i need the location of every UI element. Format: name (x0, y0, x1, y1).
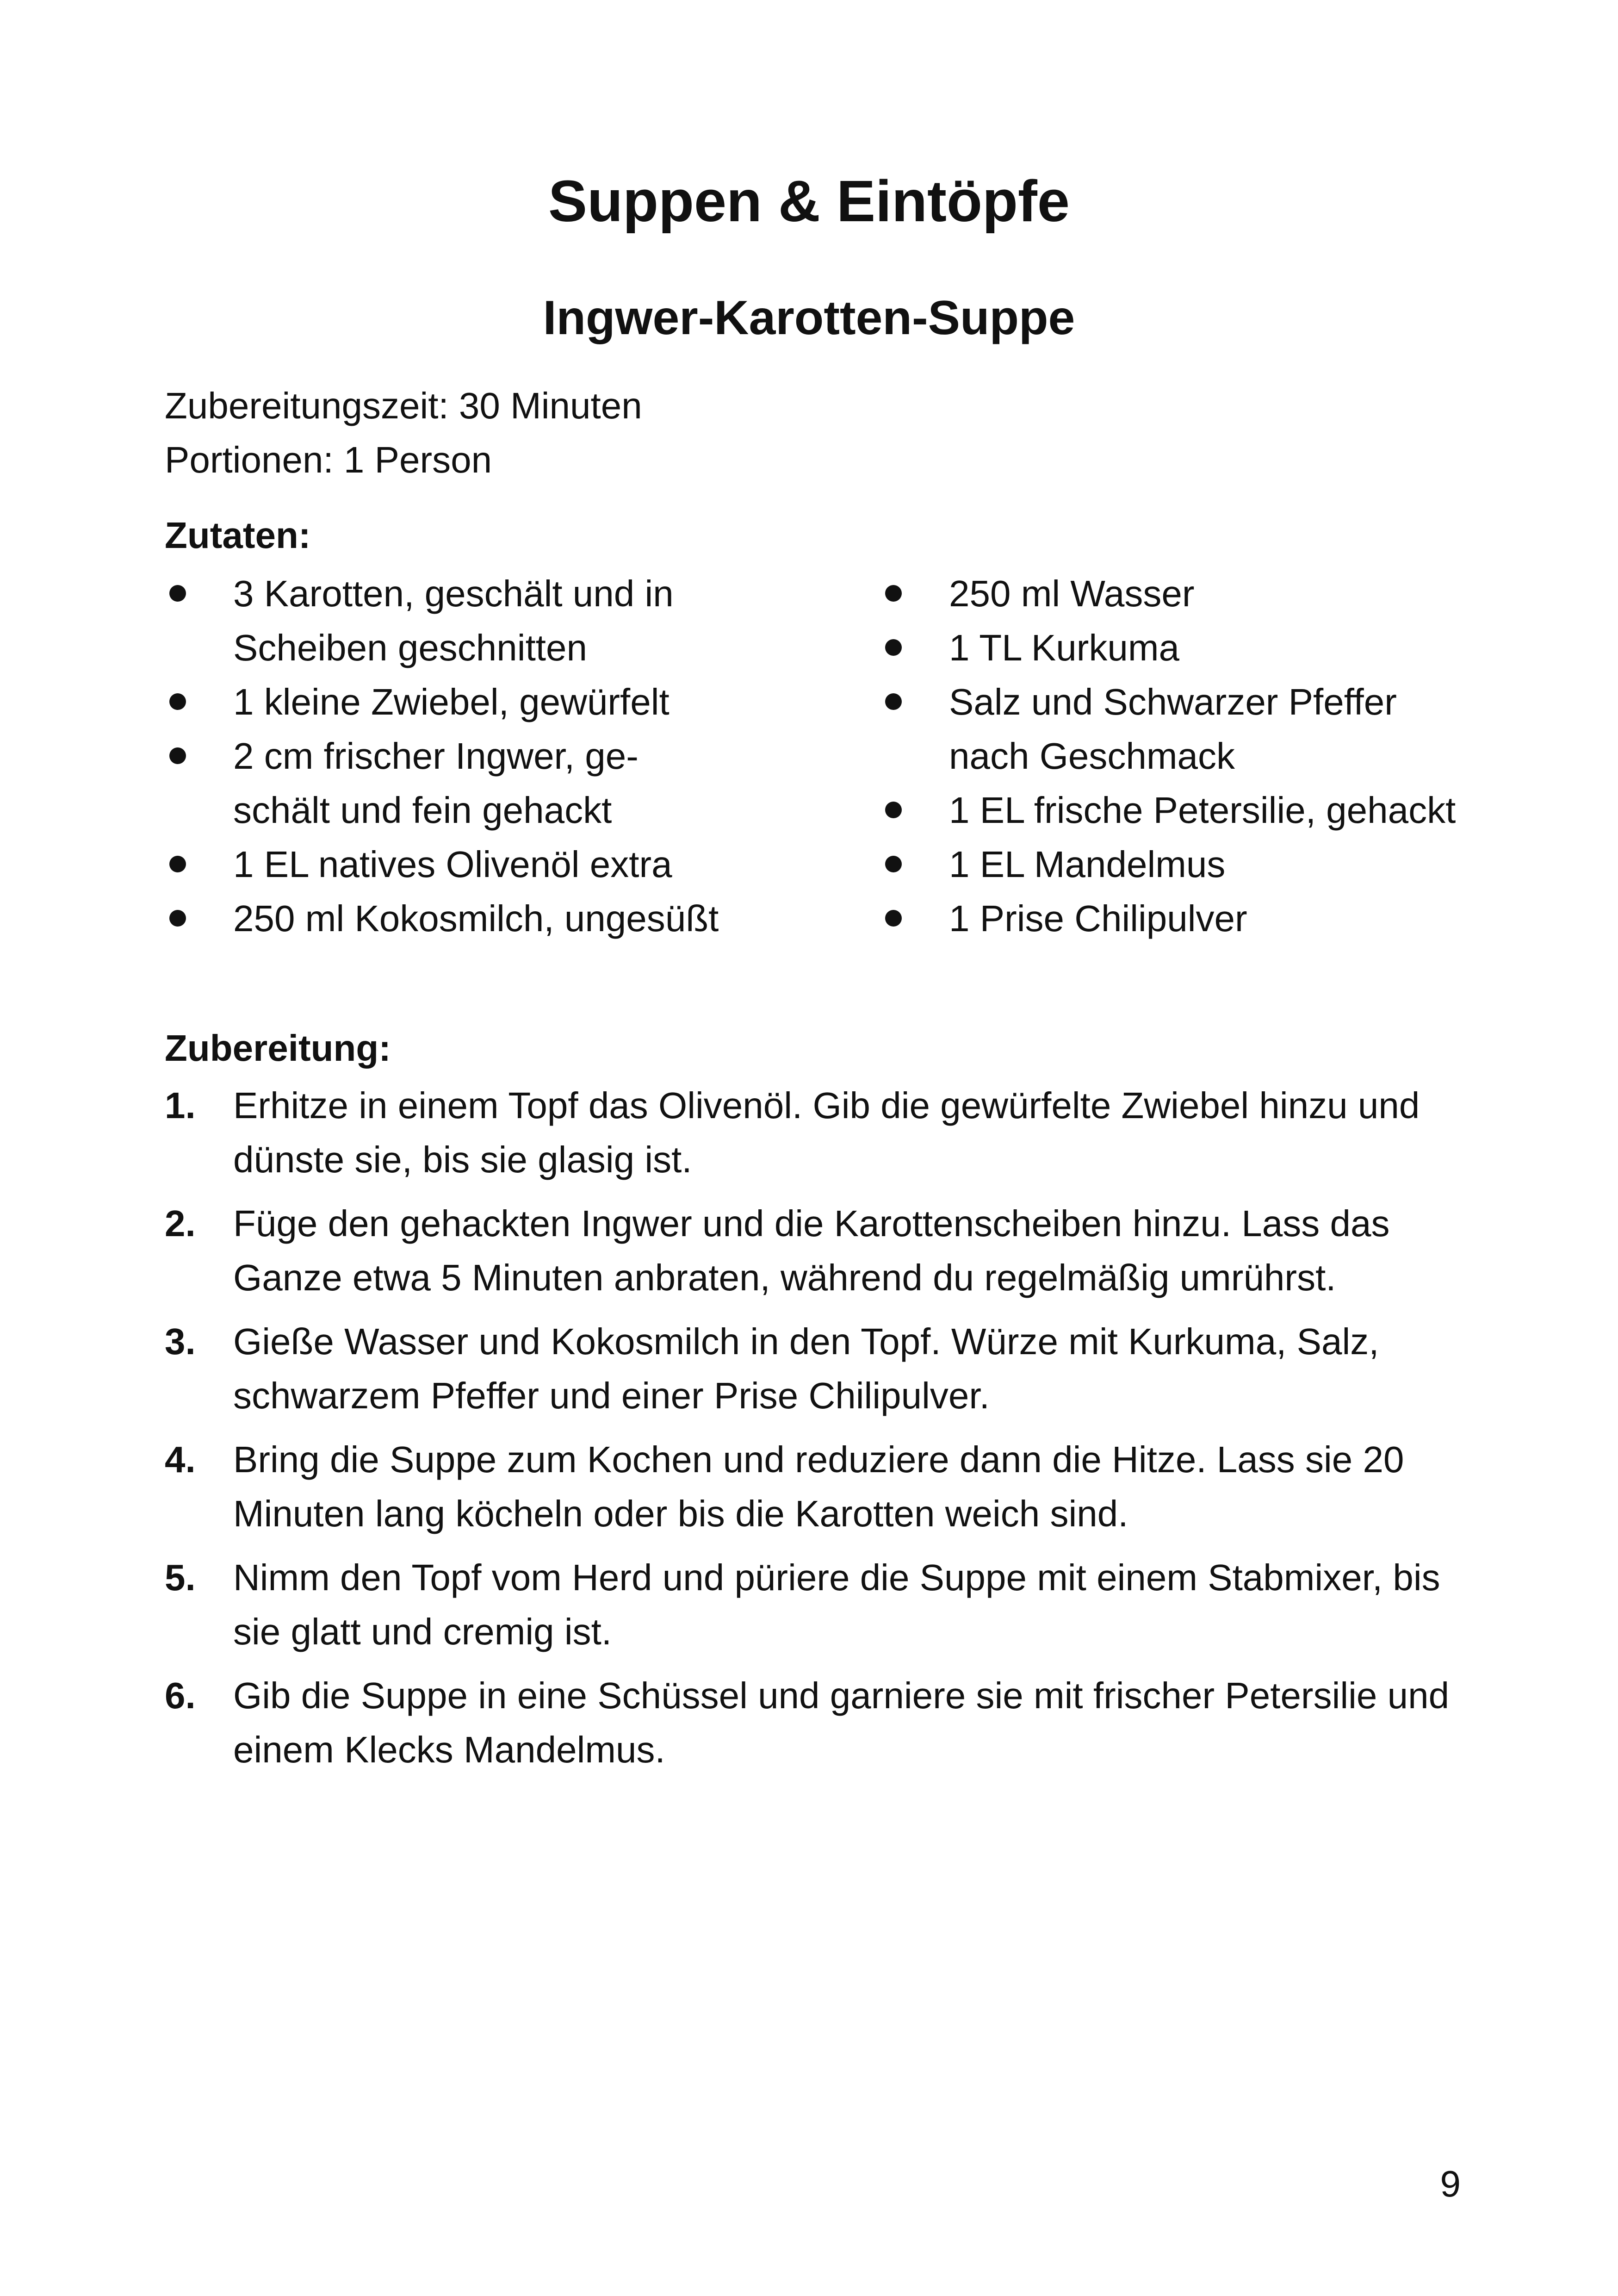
page-number: 9 (1440, 2163, 1461, 2204)
step-number: 3. (165, 1321, 196, 1362)
ingredient-item (880, 783, 1460, 837)
bullet-icon (885, 585, 902, 602)
step-item (165, 1432, 1469, 1541)
ingredient-text: 1 kleine Zwiebel, gewürfelt (233, 681, 670, 722)
ingredient-item (880, 891, 1460, 946)
ingredient-text: 3 Karotten, geschält und in Scheiben geschnitten (233, 573, 674, 668)
ingredient-item (165, 566, 720, 675)
ingredient-text: 2 cm frischer Ingwer, geschält und fein gehackt (233, 735, 639, 831)
ingredient-item (880, 566, 1460, 621)
step-number: 1. (165, 1085, 196, 1126)
step-item (165, 1196, 1469, 1305)
bullet-icon (885, 639, 902, 656)
bullet-icon (169, 693, 186, 710)
ingredient-item (880, 675, 1460, 783)
step-text: Bring die Suppe zum Kochen und reduziere dann die Hitze. Lass sie 20 Minuten lang köcheln oder bis die Karotten weich sind. (233, 1439, 1404, 1534)
bullet-icon (885, 856, 902, 872)
recipe-title: Ingwer-Karotten-Suppe (543, 291, 1075, 345)
preparation-steps (165, 1078, 1469, 1786)
step-text: Gieße Wasser und Kokosmilch in den Topf. Würze mit Kurkuma, Salz, schwarzem Pfeffer und einer Prise Chilipulver. (233, 1321, 1379, 1416)
preparation-heading: Zubereitung: (165, 1027, 391, 1069)
step-text: Nimm den Topf vom Herd und püriere die Suppe mit einem Stabmixer, bis sie glatt und cremig ist. (233, 1557, 1440, 1652)
ingredient-item (165, 729, 720, 837)
chapter-title: Suppen & Eintöpfe (548, 168, 1070, 234)
ingredient-text: 1 EL Mandelmus (949, 844, 1226, 885)
step-item (165, 1314, 1469, 1423)
step-text: Gib die Suppe in eine Schüssel und garniere sie mit frischer Petersilie und einem Klecks Mandelmus. (233, 1675, 1450, 1770)
step-number: 2. (165, 1203, 196, 1244)
ingredient-item (880, 837, 1460, 891)
ingredients-heading: Zutaten: (165, 515, 311, 556)
ingredient-text: 1 EL natives Olivenöl extra (233, 844, 672, 885)
ingredient-text: Salz und Schwarzer Pfeffer nach Geschmack (949, 681, 1397, 777)
bullet-icon (885, 693, 902, 710)
step-text: Füge den gehackten Ingwer und die Karottenscheiben hinzu. Lass das Ganze etwa 5 Minuten anbraten, während du regelmäßig umrührst. (233, 1203, 1390, 1298)
step-item (165, 1550, 1469, 1659)
ingredient-item (165, 837, 720, 891)
ingredient-item (880, 621, 1460, 675)
bullet-icon (885, 802, 902, 818)
step-number: 4. (165, 1439, 196, 1480)
ingredient-text: 250 ml Wasser (949, 573, 1195, 614)
bullet-icon (169, 747, 186, 764)
ingredient-item (165, 891, 720, 946)
ingredients-column-right (880, 566, 1460, 946)
step-number: 5. (165, 1557, 196, 1598)
ingredient-text: 1 EL frische Petersilie, gehackt (949, 790, 1456, 831)
ingredient-item (165, 675, 720, 729)
servings: Portionen: 1 Person (165, 439, 492, 480)
recipe-meta (165, 379, 642, 487)
step-item (165, 1078, 1469, 1187)
step-item (165, 1668, 1469, 1777)
bullet-icon (169, 585, 186, 602)
ingredient-text: 1 Prise Chilipulver (949, 898, 1247, 939)
step-number: 6. (165, 1675, 196, 1716)
ingredient-text: 250 ml Kokosmilch, ungesüßt (233, 898, 719, 939)
bullet-icon (169, 856, 186, 872)
ingredients-list (165, 566, 1460, 1002)
bullet-icon (885, 910, 902, 927)
ingredient-text: 1 TL Kurkuma (949, 627, 1180, 668)
bullet-icon (169, 910, 186, 927)
prep-time: Zubereitungszeit: 30 Minuten (165, 385, 642, 426)
step-text: Erhitze in einem Topf das Olivenöl. Gib die gewürfelte Zwiebel hinzu und dünste sie, bis sie glasig ist. (233, 1085, 1420, 1180)
ingredients-column-left (165, 566, 720, 946)
